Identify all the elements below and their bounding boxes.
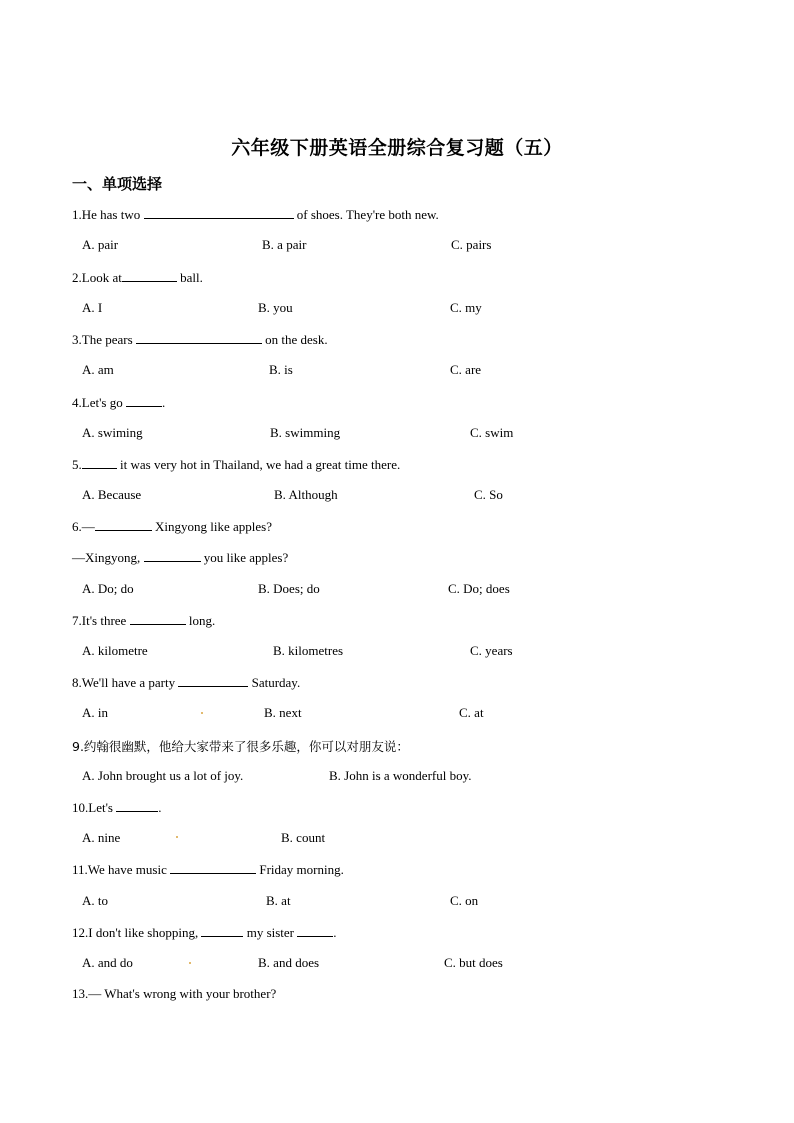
option-a: A. Because (82, 487, 142, 502)
question-text: —Xingyong, (72, 550, 144, 565)
question-text: ball. (176, 270, 203, 285)
question-6-reply (72, 549, 288, 566)
question-7 (72, 612, 215, 629)
answer-blank (178, 674, 248, 687)
question-text: 11.We have music (72, 862, 171, 877)
question-10 (72, 799, 161, 816)
question-text: 10.Let's (72, 800, 117, 815)
question-2 (72, 269, 203, 286)
option-c: C. at (459, 705, 484, 720)
question-11 (72, 861, 344, 878)
question-text: it was very hot in Thailand, we had a great time there. (116, 457, 401, 472)
question-text: . (158, 800, 162, 815)
question-text: 13.— What's wrong with your brother? (72, 986, 277, 1001)
option-a: A. am (82, 362, 114, 377)
option-a: A. swiming (82, 425, 143, 440)
option-c: C. Do; does (448, 581, 510, 596)
option-c: C. are (450, 362, 482, 377)
answer-blank (201, 924, 243, 937)
question-text: Saturday. (248, 675, 301, 690)
answer-blank (297, 924, 333, 937)
question-text: 5. (72, 457, 82, 472)
option-a: A. to (82, 893, 108, 908)
answer-blank (170, 861, 256, 874)
question-text: of shoes. They're both new. (293, 207, 439, 222)
option-b: B. Does; do (258, 581, 320, 596)
option-b: B. at (266, 893, 291, 908)
option-a: A. John brought us a lot of joy. (82, 768, 244, 783)
question-text: on the desk. (261, 332, 328, 347)
question-9 (72, 737, 409, 755)
question-8 (72, 674, 300, 691)
question-text: . (333, 925, 337, 940)
option-a: A. pair (82, 237, 119, 252)
question-12 (72, 924, 337, 941)
question-text: 9.约翰很幽默，他给大家带来了很多乐趣，你可以对朋友说： (72, 739, 409, 754)
question-text: 1.He has two (72, 207, 144, 222)
answer-blank (136, 331, 262, 344)
stray-dot (201, 712, 203, 714)
question-text: . (161, 395, 166, 410)
question-text: 8.We'll have a party (72, 675, 179, 690)
page-title: 六年级下册英语全册综合复习题（五） (231, 137, 563, 159)
option-b: B. Although (274, 487, 338, 502)
question-text: 4.Let's go (72, 395, 126, 410)
option-b: B. and does (258, 955, 320, 970)
answer-blank (82, 456, 117, 469)
question-text: 3.The pears (72, 332, 136, 347)
answer-blank (144, 206, 294, 219)
option-a: A. I (82, 300, 103, 315)
question-1 (72, 206, 439, 223)
option-b: B. swimming (270, 425, 341, 440)
option-a: A. Do; do (82, 581, 134, 596)
answer-blank (130, 612, 186, 625)
question-text: 2.Look at (72, 270, 122, 285)
option-c: C. swim (470, 425, 514, 440)
option-a: A. nine (82, 830, 121, 845)
question-6 (72, 518, 272, 535)
question-3 (72, 331, 328, 348)
question-text: you like apples? (200, 550, 289, 565)
option-a: A. in (82, 705, 108, 720)
stray-dot (176, 836, 178, 838)
question-text: 12.I don't like shopping, (72, 925, 202, 940)
question-5 (72, 456, 400, 473)
question-text: 6.— (72, 519, 95, 534)
answer-blank (116, 799, 158, 812)
option-b: B. is (269, 362, 293, 377)
option-b: B. John is a wonderful boy. (329, 768, 472, 783)
question-4 (72, 394, 165, 411)
option-b: B. you (258, 300, 293, 315)
option-c: C. my (450, 300, 482, 315)
option-c: C. years (470, 643, 513, 658)
option-c: C. on (450, 893, 479, 908)
answer-blank (122, 269, 177, 282)
option-a: A. kilometre (82, 643, 148, 658)
question-text: Xingyong like apples? (151, 519, 272, 534)
stray-dot (189, 962, 191, 964)
option-b: B. a pair (262, 237, 307, 252)
option-c: C. pairs (451, 237, 492, 252)
question-text: Friday morning. (256, 862, 344, 877)
option-b: B. next (264, 705, 302, 720)
option-c: C. So (474, 487, 503, 502)
question-text: 7.It's three (72, 613, 130, 628)
answer-blank (126, 394, 162, 407)
section-heading: 一、单项选择 (72, 175, 163, 193)
answer-blank (144, 549, 201, 562)
question-text: my sister (243, 925, 298, 940)
option-a: A. and do (82, 955, 133, 970)
option-b: B. count (281, 830, 326, 845)
option-c: C. but does (444, 955, 503, 970)
question-text: long. (185, 613, 216, 628)
answer-blank (95, 518, 152, 531)
option-b: B. kilometres (273, 643, 344, 658)
question-13 (72, 986, 276, 1002)
